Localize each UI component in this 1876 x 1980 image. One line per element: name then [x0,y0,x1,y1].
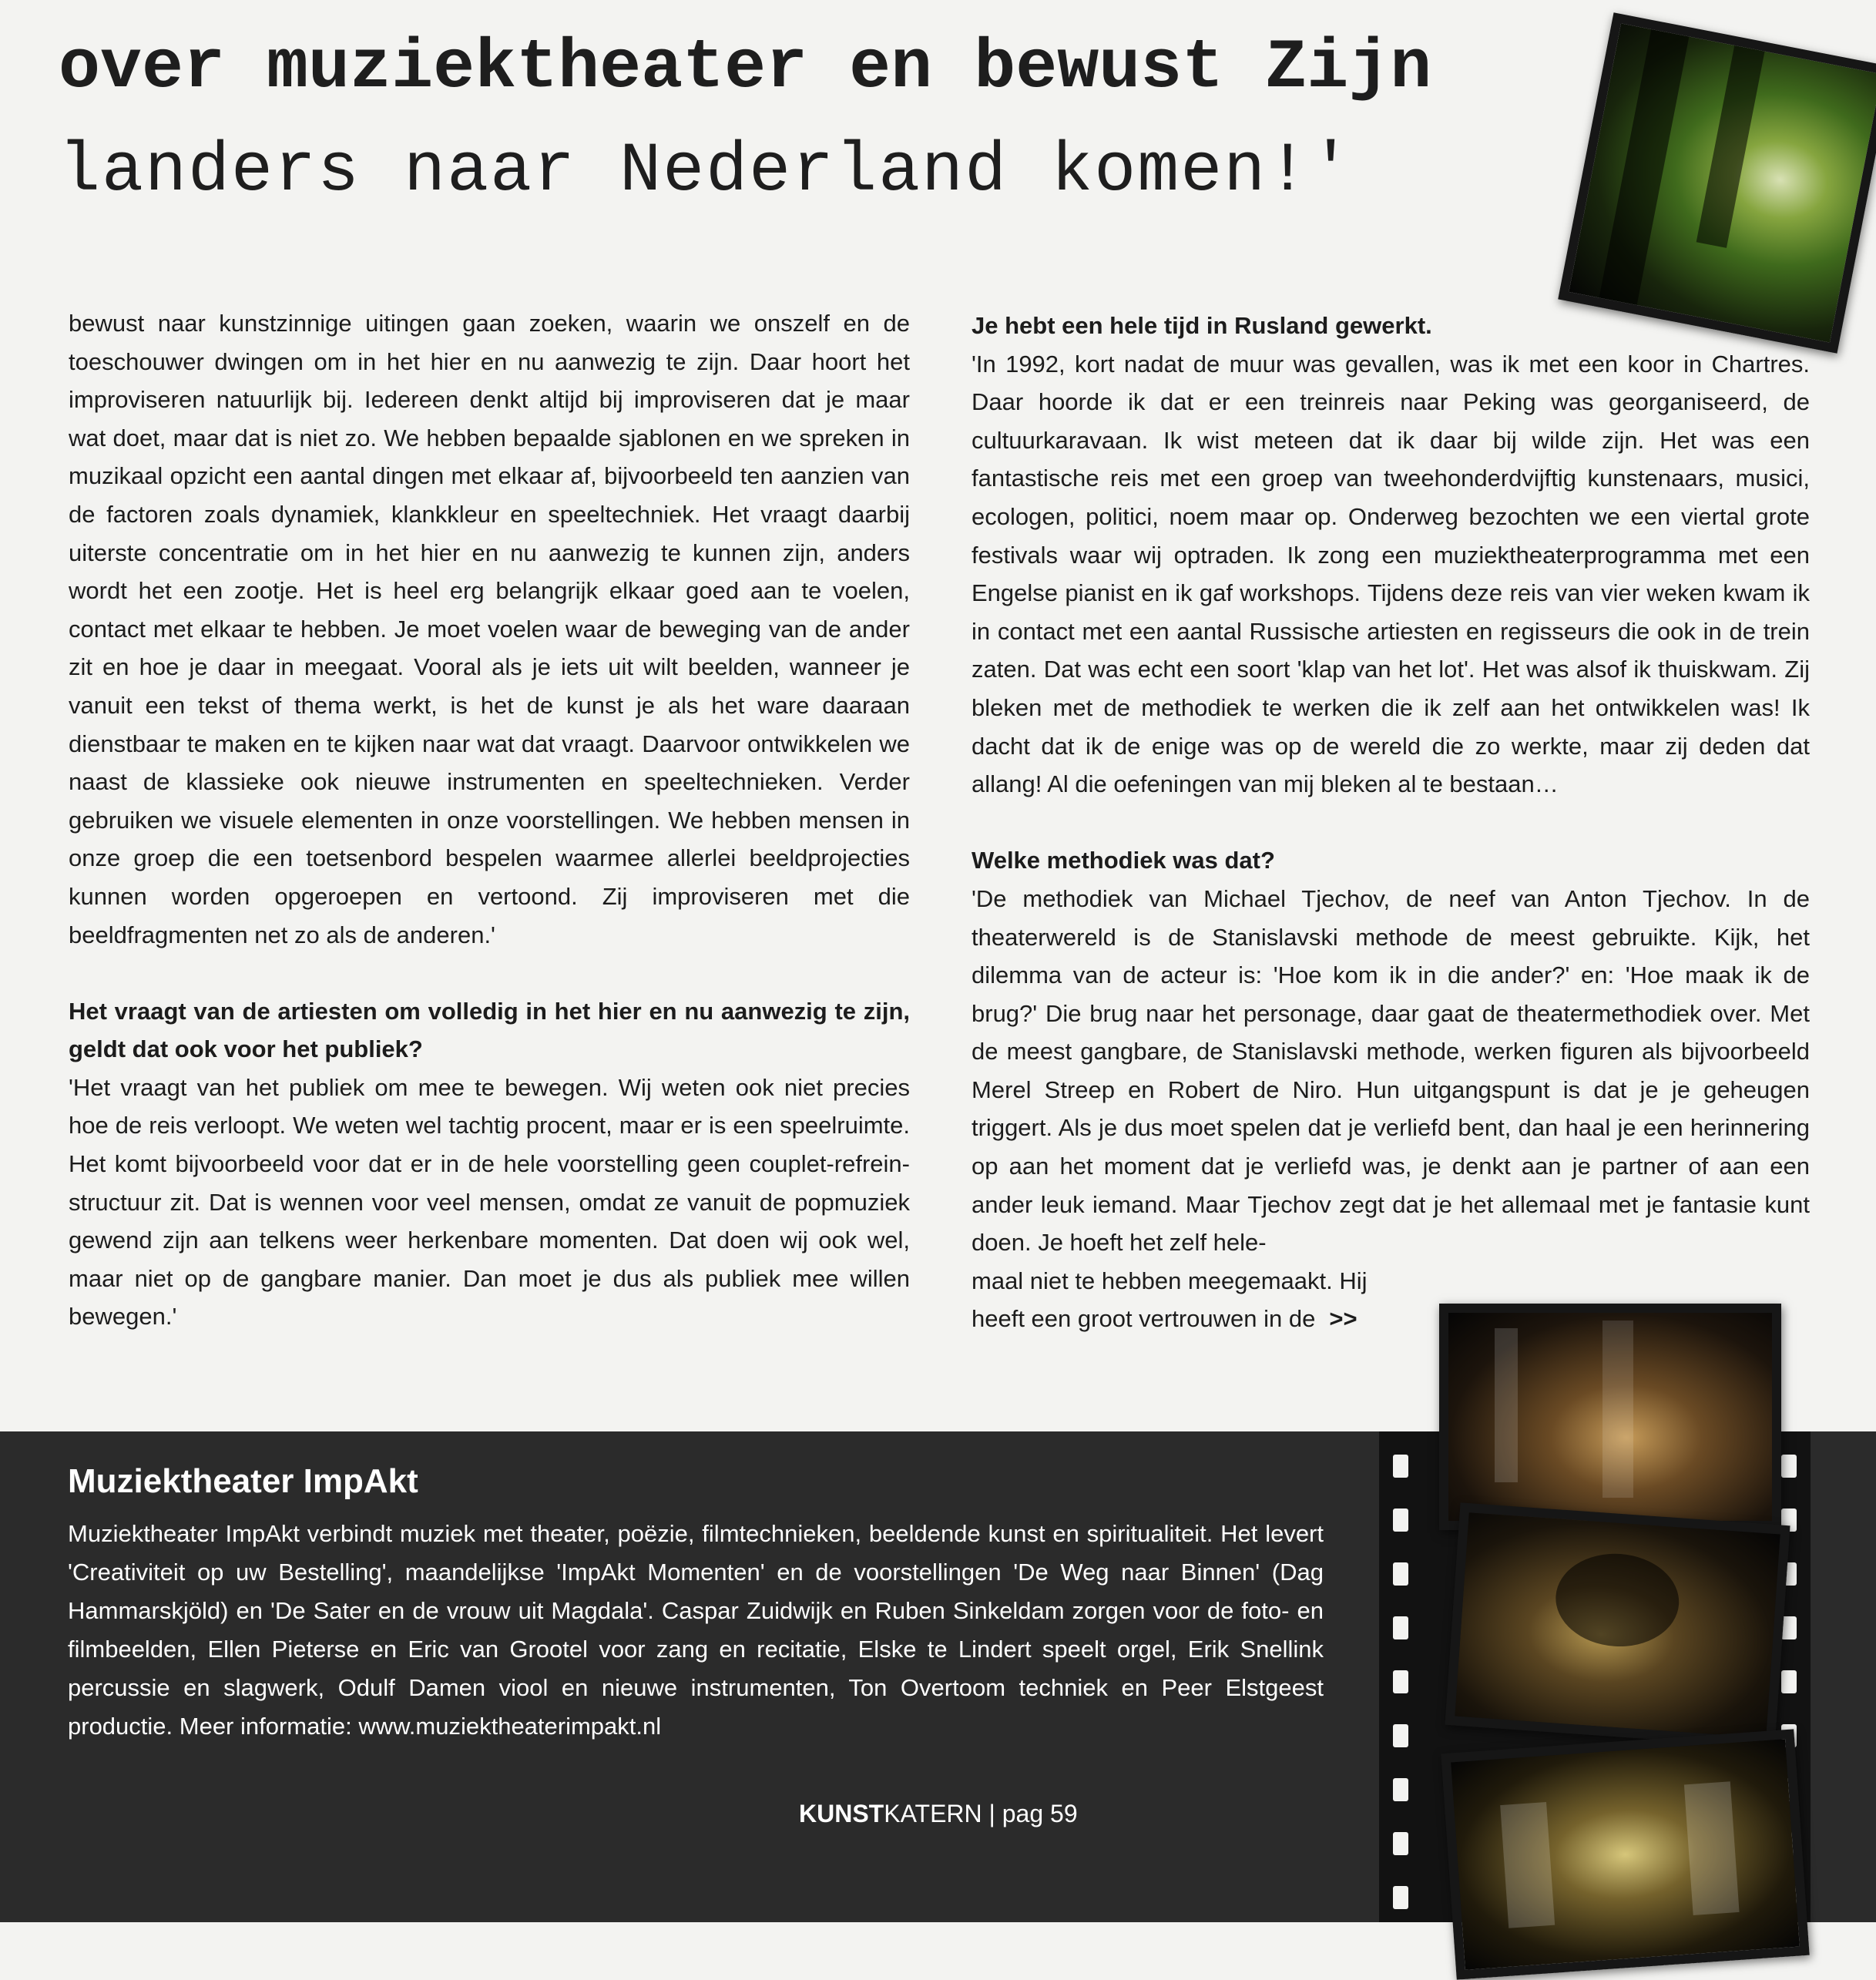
stage-photo-2 [1445,1502,1790,1747]
right-paragraph-2: 'De methodiek van Michael Tjechov, de neef van Anton Tjechov. In de theaterwereld is de Stanislavski methode de meest gebruikte. Kijk, het dilemma van de acteur is: 'Hoe kom ik in die ander?' en: 'Hoe maak ik de brug?' Die brug naar het personage, daar gaat de theatermethodiek over. Met de meest gangbare, de Stanislavski methode, werken figuren als bijvoorbeeld Merel Streep en Robert de Niro. Hun uitgangspunt is dat je je geheugen triggert. Als je dus moet spelen dat je verliefd bent, dan haal je een herinnering op aan het moment dat je verliefd was, je denkt aan je partner of aan een ander leuk iemand. Maar Tjechov zegt dat je het allemaal met je fantasie kunt doen. Je hoeft het zelf hele- [972,884,1810,1257]
left-question: Het vraagt van de artiesten om volledig in het hier en nu aanwezig te zijn, geldt dat ook voor het publiek? [69,997,910,1063]
right-paragraph-2-line-2 [972,1300,1411,1338]
right-paragraph-2-line-1: maal niet te hebben meegemaakt. Hij [972,1267,1368,1294]
page-footer [799,1800,1078,1828]
right-paragraph-2-line-2-text: heeft een groot vertrouwen in de [972,1305,1316,1333]
stage-photo-1 [1439,1304,1781,1530]
right-column [972,307,1810,1338]
article-subtitle: landers naar Nederland komen!' [59,133,1354,211]
right-question-1: Je hebt een hele tijd in Rusland gewerkt. [972,312,1432,339]
footer-brand-rest: KATERN [884,1800,982,1827]
infobox-text: Muziektheater ImpAkt verbindt muziek met theater, poëzie, filmtechnieken, beeldende kunst en spiritualiteit. Het levert 'Creativiteit op uw Bestelling', maandelijkse 'ImpAkt Momenten' en de voorstellingen 'De Weg naar Binnen' (Dag Hammarskjöld) en 'De Sater en de vrouw uit Magdala'. Caspar Zuidwijk en Ruben Sinkeldam zorgen voor de foto- en filmbeelden, Ellen Pieterse en Eric van Grootel voor zang en recitatie, Elske te Lindert speelt orgel, Erik Snellink percussie en slagwerk, Odulf Damen viool en nieuwe instrumenten, Ton Overtoom techniek en Peer Elstgeest productie. Meer informatie: www.muziektheaterimpakt.nl [68,1520,1324,1740]
left-paragraph-2: 'Het vraagt van het publiek om mee te bewegen. Wij weten ook niet precies hoe de reis verloopt. We weten wel tachtig procent, maar er is een speelruimte. Het komt bijvoorbeeld voor dat er in de hele voorstelling geen couplet-refrein-structuur zit. Dat is wennen voor veel mensen, omdat ze vanuit de popmuziek gewend zijn aan telkens weer herkenbare momenten. Dat doen wij ook wel, maar niet op de gangbare manier. Dan moet je dus als publiek mee willen bewegen.' [69,1073,910,1331]
right-paragraph-1: 'In 1992, kort nadat de muur was gevallen, was ik met een koor in Chartres. Daar hoorde ik dat er een treinreis naar Peking was georganiseerd, de cultuurkaravaan. Ik wist meteen dat ik daar bij wilde zijn. Het was een fantastische reis met een groep van tweehonderdvijftig kunstenaars, musici, ecologen, politici, noem maar op. Onderweg bezochten we een viertal grote festivals waar wij optraden. Ik zong een muziektheaterprogramma met een Engelse pianist en ik gaf workshops. Tijdens deze reis van vier weken kwam ik in contact met een aantal Russische artiesten en regisseurs die ook in de trein zaten. Dat was echt een soort 'klap van het lot'. Het was alsof ik thuiskwam. Zij bleken met de methodiek te werken die ik zelf aan het ontwikkelen was! Ik dacht dat ik de enige was op de wereld die zo werkte, maar zij deden dat allang! Al die oefeningen van mij bleken al te bestaan… [972,350,1810,798]
footer-brand-bold: KUNST [799,1800,884,1827]
right-question-2: Welke methodiek was dat? [972,847,1275,874]
stage-photo-top [1558,12,1876,353]
left-paragraph-1: bewust naar kunstzinnige uitingen gaan zoeken, waarin we onszelf en de toeschouwer dwingen om in het hier en nu aanwezig te zijn. Daar hoort het improviseren natuurlijk bij. Iedereen denkt altijd bij improviseren dat je maar wat doet, maar dat is niet zo. We hebben bepaalde sjablonen en we spreken in muzikaal opzicht een aantal dingen met elkaar af, bijvoorbeeld ten aanzien van de factoren zoals dynamiek, klankkleur en speeltechniek. Het vraagt daarbij uiterste concentratie om in het hier en nu aanwezig te kunnen zijn, anders wordt het een zootje. Het is heel erg belangrijk elkaar goed aan te voelen, contact met elkaar te hebben. Je moet voelen waar de beweging van de ander zit en hoe je daar in meegaat. Vooral als je iets uit wilt beelden, wanneer je vanuit een tekst of thema werkt, is het de kunst je als het ware daaraan dienstbaar te maken en te kijken naar wat dat vraagt. Daarvoor ontwikkelen we naast de klassieke ook nieuwe instrumenten en speeltechnieken. Verder gebruiken we visuele elementen in onze voorstellingen. We hebben mensen in onze groep die een toetsenbord bespelen waarmee allerlei beeldprojecties kunnen worden opgeroepen en vertoond. Zij improviseren met die beeldfragmenten net zo als de anderen.' [69,310,910,948]
article-title: over muziektheater en bewust Zijn [59,29,1432,108]
continue-arrow: >> [1329,1305,1357,1333]
footer-page-number: | pag 59 [982,1800,1078,1827]
stage-photo-3 [1441,1729,1809,1979]
infobox-title: Muziektheater ImpAkt [68,1462,418,1500]
left-column [69,304,910,1336]
